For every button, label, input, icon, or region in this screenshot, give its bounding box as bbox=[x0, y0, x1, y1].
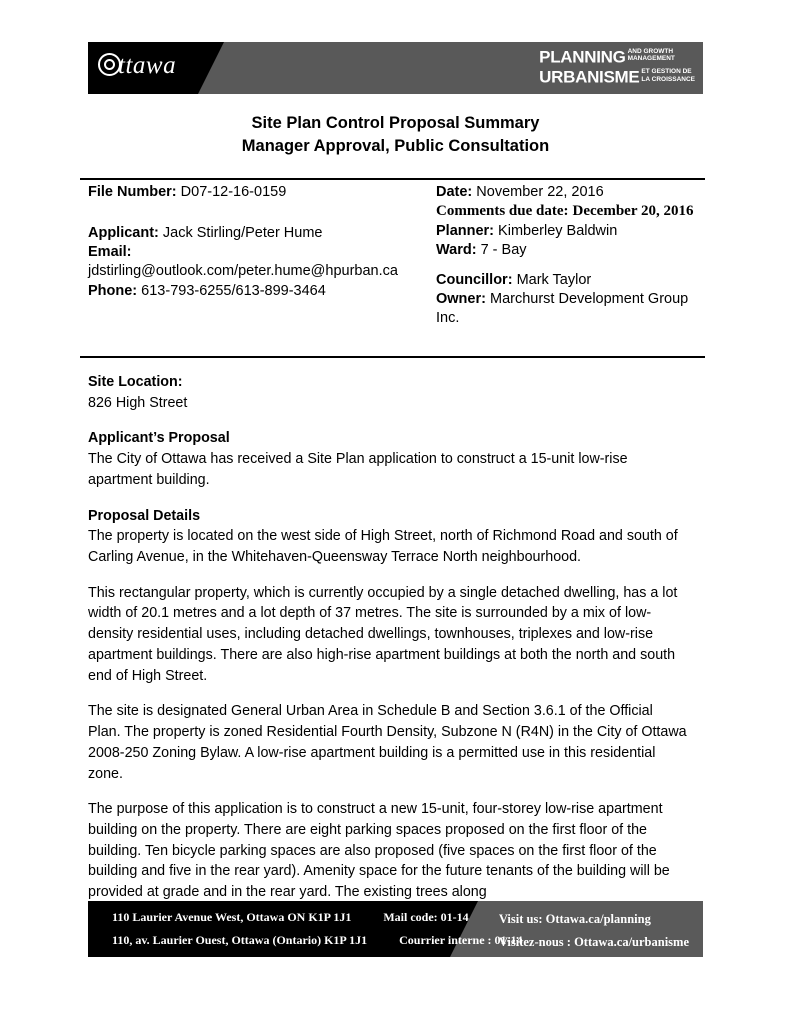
footer-visit-fr[interactable]: Visitez-nous : Ottawa.ca/urbanisme bbox=[498, 935, 689, 949]
divider-bottom bbox=[80, 356, 705, 358]
applicants-proposal-text: The City of Ottawa has received a Site Plan application to construct a 15-unit low-rise apartment building. bbox=[88, 451, 628, 488]
brand-planning-sub: AND GROWTH MANAGEMENT bbox=[627, 48, 675, 63]
footer-address-en-row bbox=[112, 910, 523, 924]
proposal-details-heading: Proposal Details bbox=[88, 507, 201, 524]
footer-mail-code-fr: Courrier interne : 01-14 bbox=[399, 933, 523, 948]
footer-address-fr: 110, av. Laurier Ouest, Ottawa (Ontario) K1P 1J1 bbox=[112, 933, 368, 948]
footer-address-block bbox=[112, 910, 523, 948]
planning-branch-brand bbox=[539, 48, 695, 87]
brand-urbanisme-label: URBANISME bbox=[539, 67, 640, 87]
comments-due-value: December 20, 2016 bbox=[572, 203, 694, 220]
footer-visit-block bbox=[499, 912, 689, 950]
email-label: Email: bbox=[88, 244, 132, 261]
applicant-value: Jack Stirling/Peter Hume bbox=[162, 225, 323, 242]
file-info-right-column bbox=[436, 183, 706, 329]
proposal-details-paragraph-4: The purpose of this application is to construct a new 15-unit, four-storey low-rise apartment building on the property. There are eight parking spaces proposed on the first floor of the building. Ten bicycle parking spaces are also proposed (five spaces on the first floor of the building and five in the rear yard). Amenity space for the future tenants of the building will be provided at grade and in the rear yard. The existing trees along bbox=[88, 801, 670, 901]
file-number-value: D07-12-16-0159 bbox=[180, 184, 287, 200]
ward-value: 7 - Bay bbox=[480, 242, 527, 259]
comments-due-row bbox=[436, 202, 706, 222]
date-value: November 22, 2016 bbox=[476, 184, 604, 200]
ottawa-swirl-icon bbox=[98, 53, 121, 76]
planner-label: Planner: bbox=[436, 222, 495, 239]
proposal-details-paragraph-1: The property is located on the west side of High Street, north of Richmond Road and south of Carling Avenue, in the Whitehaven-Queensway Terrace North neighbourhood. bbox=[88, 528, 678, 566]
phone-label: Phone: bbox=[88, 282, 138, 299]
councillor-value: Mark Taylor bbox=[516, 272, 592, 289]
brand-planning-label: PLANNING bbox=[539, 47, 626, 67]
divider-top bbox=[80, 178, 705, 180]
phone-row bbox=[88, 282, 423, 301]
ward-label: Ward: bbox=[436, 242, 477, 259]
page-header bbox=[88, 42, 703, 94]
ward-row bbox=[436, 241, 706, 260]
phone-value: 613-793-6255/613-899-3464 bbox=[141, 282, 326, 299]
applicant-row bbox=[88, 224, 423, 243]
file-info-left-column bbox=[88, 183, 423, 301]
page-title bbox=[88, 112, 703, 158]
ottawa-logo bbox=[98, 52, 176, 80]
owner-label: Owner: bbox=[436, 291, 486, 308]
date-label: Date: bbox=[436, 184, 473, 200]
page-title-line2: Manager Approval, Public Consultation bbox=[241, 137, 550, 156]
site-location-heading: Site Location: bbox=[88, 374, 183, 390]
proposal-details-paragraph-2: This rectangular property, which is currently occupied by a single detached dwelling, has a lot width of 20.1 metres and a lot depth of 37 metres. The site is surrounded by a mix of low-density residential uses, including detached dwellings, townhouses, triplexes and low-rise apartment buildings. There are also high-rise apartment buildings at both the north and south end of High Street. bbox=[88, 584, 678, 684]
owner-value: Marchurst Development Group Inc. bbox=[436, 291, 689, 327]
councillor-row bbox=[436, 271, 706, 290]
comments-due-label: Comments due date: bbox=[436, 203, 569, 220]
applicant-label: Applicant: bbox=[88, 225, 159, 242]
page-footer bbox=[88, 901, 703, 957]
page-title-line1: Site Plan Control Proposal Summary bbox=[251, 114, 540, 132]
planner-row bbox=[436, 222, 706, 241]
brand-urbanisme-sub: ET GESTION DE LA CROISSANCE bbox=[641, 68, 695, 83]
planner-value: Kimberley Baldwin bbox=[498, 222, 618, 239]
proposal-details-paragraph-3: The site is designated General Urban Area in Schedule B and Section 3.6.1 of the Official Plan. The property is zoned Residential Fourth Density, Subzone N (R4N) in the City of Ottawa 2008-250 Zoning Bylaw. A low-rise apartment building is a permitted use in this residential zone. bbox=[88, 703, 687, 782]
footer-address-fr-row bbox=[112, 933, 523, 947]
file-number-label: File Number: bbox=[88, 184, 177, 200]
file-number-row bbox=[88, 183, 423, 202]
email-value: jdstirling@outlook.com/peter.hume@hpurban.ca bbox=[88, 263, 398, 280]
owner-row bbox=[436, 290, 706, 328]
footer-address-en: 110 Laurier Avenue West, Ottawa ON K1P 1J1 bbox=[112, 910, 352, 924]
footer-visit-en[interactable]: Visit us: Ottawa.ca/planning bbox=[498, 912, 651, 926]
document-body bbox=[88, 372, 688, 903]
ottawa-logo-text: ttawa bbox=[118, 52, 177, 79]
councillor-label: Councillor: bbox=[436, 272, 513, 289]
date-row bbox=[436, 183, 706, 202]
footer-mail-code-en: Mail code: 01-14 bbox=[383, 910, 469, 924]
email-row bbox=[88, 243, 423, 281]
site-location-text: 826 High Street bbox=[88, 394, 188, 411]
applicants-proposal-heading: Applicant’s Proposal bbox=[88, 430, 230, 447]
